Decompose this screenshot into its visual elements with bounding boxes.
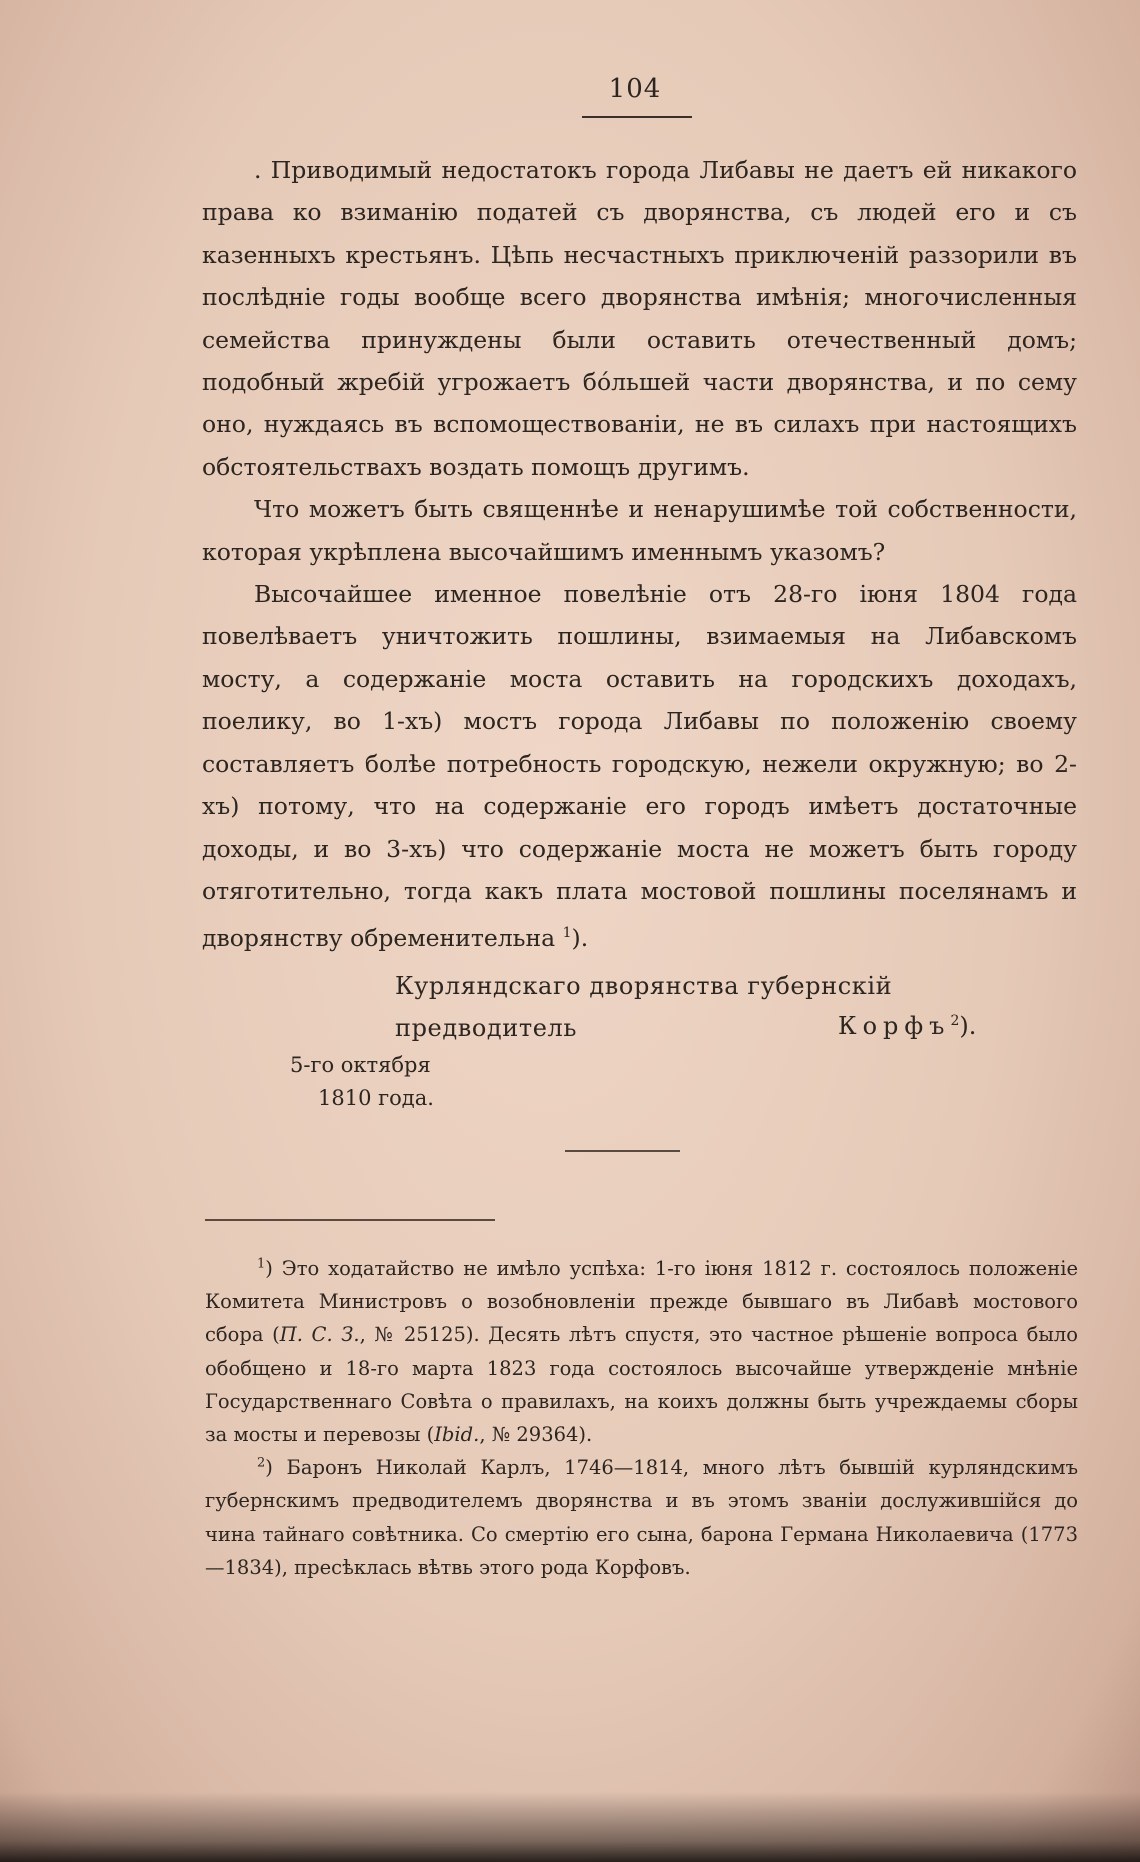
footnote-2 (205, 1451, 1078, 1584)
footnote-1-ref-a: П. С. З. (279, 1323, 360, 1347)
signature-name-block (838, 1012, 976, 1040)
section-divider (565, 1150, 680, 1152)
main-text (202, 149, 1077, 960)
footnote-ref-1: 1 (562, 925, 572, 942)
footnote-ref-2: 2 (950, 1013, 960, 1029)
footnote-1-text-a: ) Это ходатайство не имѣло успѣха: 1-го іюня 1812 г. состоялось положеніе Комитета Министровъ о возобновленіи прежде бывшаго въ Либавѣ мостового сбора ( (205, 1257, 1078, 1347)
footnote-2-text: ) Баронъ Николай Карлъ, 1746—1814, много лѣтъ бывшій курляндскимъ губернскимъ предводителемъ дворянства и въ этомъ званіи дослужившійся до чина тайнаго совѣтника. Со смертію его сына, барона Германа Николаевича (1773—1834), пресѣклась вѣтвь этого рода Корфовъ. (205, 1456, 1078, 1579)
date-line-1: 5-го октября (290, 1053, 431, 1077)
signature-title: Курляндскаго дворянства губернскій предводитель (395, 972, 893, 1042)
paragraph-3 (202, 573, 1077, 959)
page-number: 104 (608, 74, 662, 104)
footnote-2-mark: 2 (257, 1455, 266, 1471)
paragraph-1: . Приводимый недостатокъ города Либавы не даетъ ей никакого права ко взиманію податей съ дворянства, съ людей его и съ казенныхъ крестьянъ. Цѣпь несчастныхъ приключеній раззорили въ послѣдніе годы вообще всего дворянства имѣнія; многочисленныя семейства принуждены были оставить отечественный домъ; подобный жребій угрожаетъ бо́льшей части дворянства, и по сему оно, нуждаясь въ вспомоществованіи, не въ силахъ при настоящихъ обстоятельствахъ воздать помощъ другимъ. (202, 156, 1077, 481)
date-block (290, 1049, 434, 1115)
paragraph-3-end: ). (571, 924, 589, 953)
footnote-divider (205, 1219, 495, 1221)
footnote-1-text-b: , № 25125). Десять лѣтъ спустя, это частное рѣшеніе вопроса было обобщено и 18-го марта 1823 года состоялось высочайше утвержденіе мнѣніе Государственнаго Совѣта о правилахъ, на коихъ должны быть учреждаемы сборы за мосты и перевозы ( (205, 1323, 1078, 1447)
signature-name-end: ). (959, 1012, 977, 1040)
date-line-2: 1810 года. (318, 1086, 434, 1110)
paragraph-3-text: Высочайшее именное повелѣніе отъ 28-го іюня 1804 года повелѣваетъ уничтожить пошлины, взимаемыя на Либавскомъ мосту, а содержаніе моста оставить на городскихъ доходахъ, поелику, во 1-хъ) мостъ города Либавы по положенію своему составляетъ болѣе потребность городскую, нежели окружную; во 2-хъ) потому, что на содержаніе его городъ имѣетъ достаточные доходы, и во 3-хъ) что содержаніе моста не можетъ быть городу отяготительно, тогда какъ плата мостовой пошлины поселянамъ и дворянству обременительна (202, 580, 1077, 953)
page-edge-shadow (0, 1792, 1140, 1862)
footnote-1-text-c: , № 29364). (479, 1423, 593, 1447)
footnote-1 (205, 1252, 1078, 1451)
footnote-1-ref-b: Ibid. (434, 1423, 480, 1447)
footnotes (205, 1252, 1078, 1584)
page-number-rule (582, 116, 692, 118)
signature-name: Корфъ (838, 1012, 951, 1040)
paragraph-2: Что можетъ быть священнѣе и ненарушимѣе той собственности, которая укрѣплена высочайшимъ именнымъ указомъ? (202, 495, 1077, 566)
footnote-1-mark: 1 (257, 1256, 266, 1272)
